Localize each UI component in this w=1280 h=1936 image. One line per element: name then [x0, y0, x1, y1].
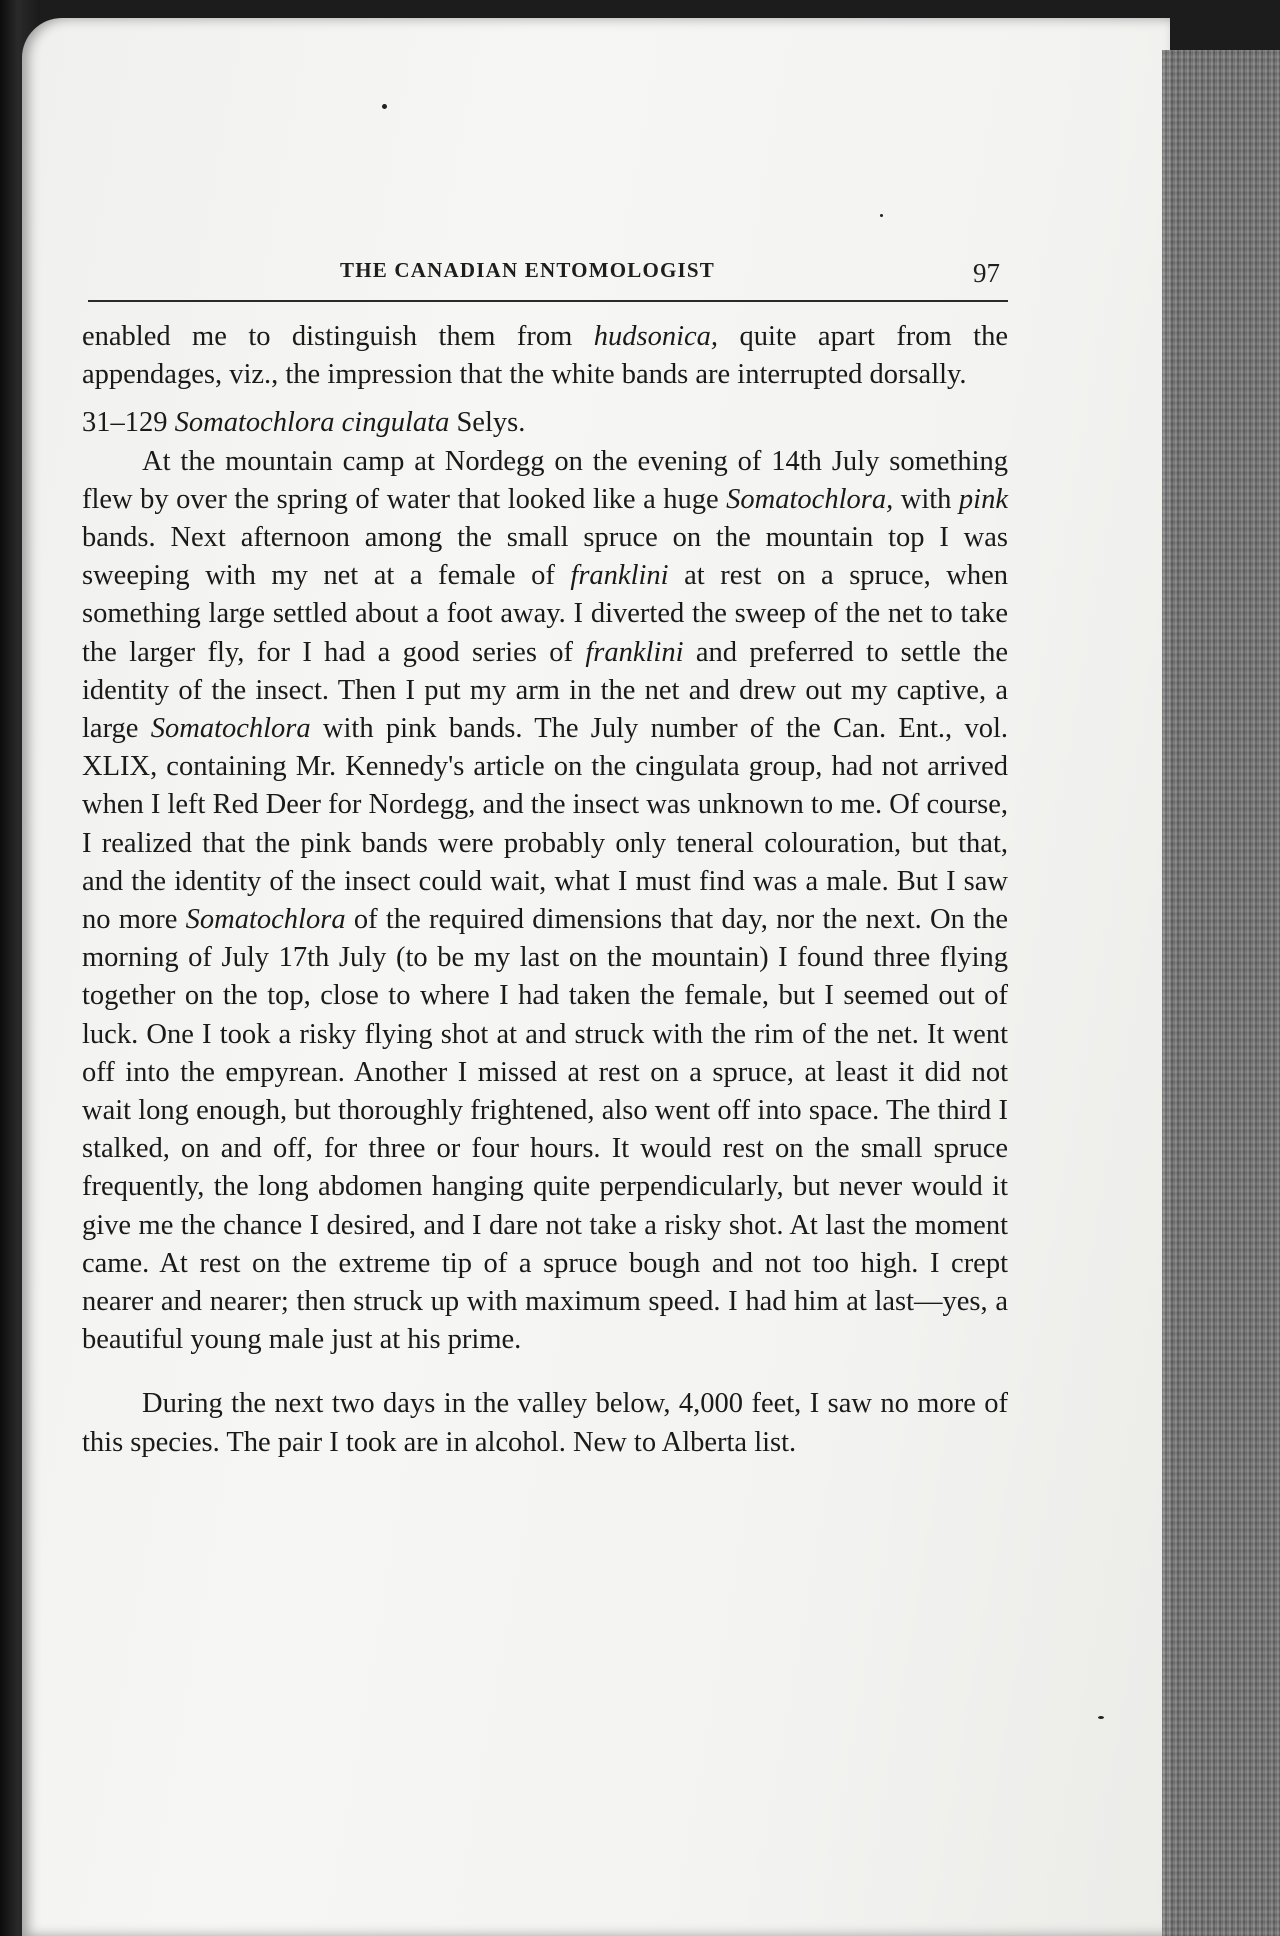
text-run: with — [893, 483, 959, 515]
text-run: bands. Next afternoon among the small spruce on the mountain top I was sweeping with my net at a female of — [82, 522, 1008, 592]
main-paragraph — [82, 443, 1008, 1360]
dust-speck — [1098, 1716, 1104, 1719]
continued-paragraph — [82, 318, 1008, 394]
article-body — [82, 318, 1008, 1462]
page-edges-stack — [1162, 50, 1280, 1936]
italic-run: Somatochlora, — [726, 483, 894, 515]
italic-run: hudsonica, — [593, 321, 719, 352]
header-rule — [88, 300, 1008, 302]
text-run: at rest on a spruce, when something large settled about a foot away. I diverted the sweep of the net to take the larger fly, for I had a good series of — [82, 560, 1008, 668]
closing-paragraph — [82, 1385, 1008, 1461]
page-number: 97 — [973, 258, 1000, 288]
text-run: and preferred to settle the identity of the insect. Then I put my arm in the net and drew out my captive, a large — [82, 636, 1008, 745]
text-run: During the next two days in the valley below, 4,000 feet, I saw no more of this species. The pair I took are in alcohol. New to Alberta list. — [82, 1388, 1008, 1458]
text-run: of the required dimensions that day, nor the next. On the morning of July 17th July (to be my last on the mountain) I found three flying together on the top, close to where I had taken the female, but I seemed out of luck. One I took a risky flying shot at and struck with the rim of the net. It went off into the empyrean. Another I missed at rest on a spruce, at least it did not wait long enough, but thoroughly frightened, also went off into space. The third I stalked, on and off, for three or four hours. It would rest on the small spruce frequently, the long abdomen hanging quite perpendicularly, but never would it give me the chance I desired, and I dare not take a risky shot. At last the moment came. At rest on the extreme tip of a spruce bough and not too high. I crept nearer and nearer; then struck up with maximum speed. I had him at last—yes, a beautiful young male just at his prime. — [82, 904, 1008, 1356]
dust-speck — [880, 214, 883, 217]
italic-run: pink — [958, 483, 1008, 515]
text-run: with pink bands. The July number of the Can. Ent., vol. XLIX, containing Mr. Kennedy's article on the cingulata group, had not arrived when I left Red Deer for Nordegg, and the insect was unknown to me. Of course, I realized that the pink bands were probably only teneral colouration, but that, and the identity of the insect could wait, what I must find was a male. But I saw no more — [82, 713, 1008, 936]
species-heading — [82, 404, 1008, 442]
text-run: At the mountain camp at Nordegg on the evening of 14th July something flew by over the spring of water that looked like a huge — [82, 445, 1008, 515]
text-run: enabled me to distinguish them from — [82, 321, 594, 352]
dust-speck — [382, 104, 387, 109]
italic-run: Somatochlora — [185, 904, 346, 936]
text-run: 31–129 — [82, 407, 175, 439]
italic-run: franklini — [570, 560, 669, 592]
text-run: Selys. — [449, 407, 526, 439]
italic-run: Somatochlora cingulata — [174, 407, 450, 439]
italic-run: franklini — [585, 636, 684, 668]
italic-run: Somatochlora — [150, 713, 311, 745]
running-header-title: THE CANADIAN ENTOMOLOGIST — [340, 258, 716, 282]
text-run: quite apart from the appendages, viz., the impression that the white bands are interrupted dorsally. — [82, 321, 1008, 391]
